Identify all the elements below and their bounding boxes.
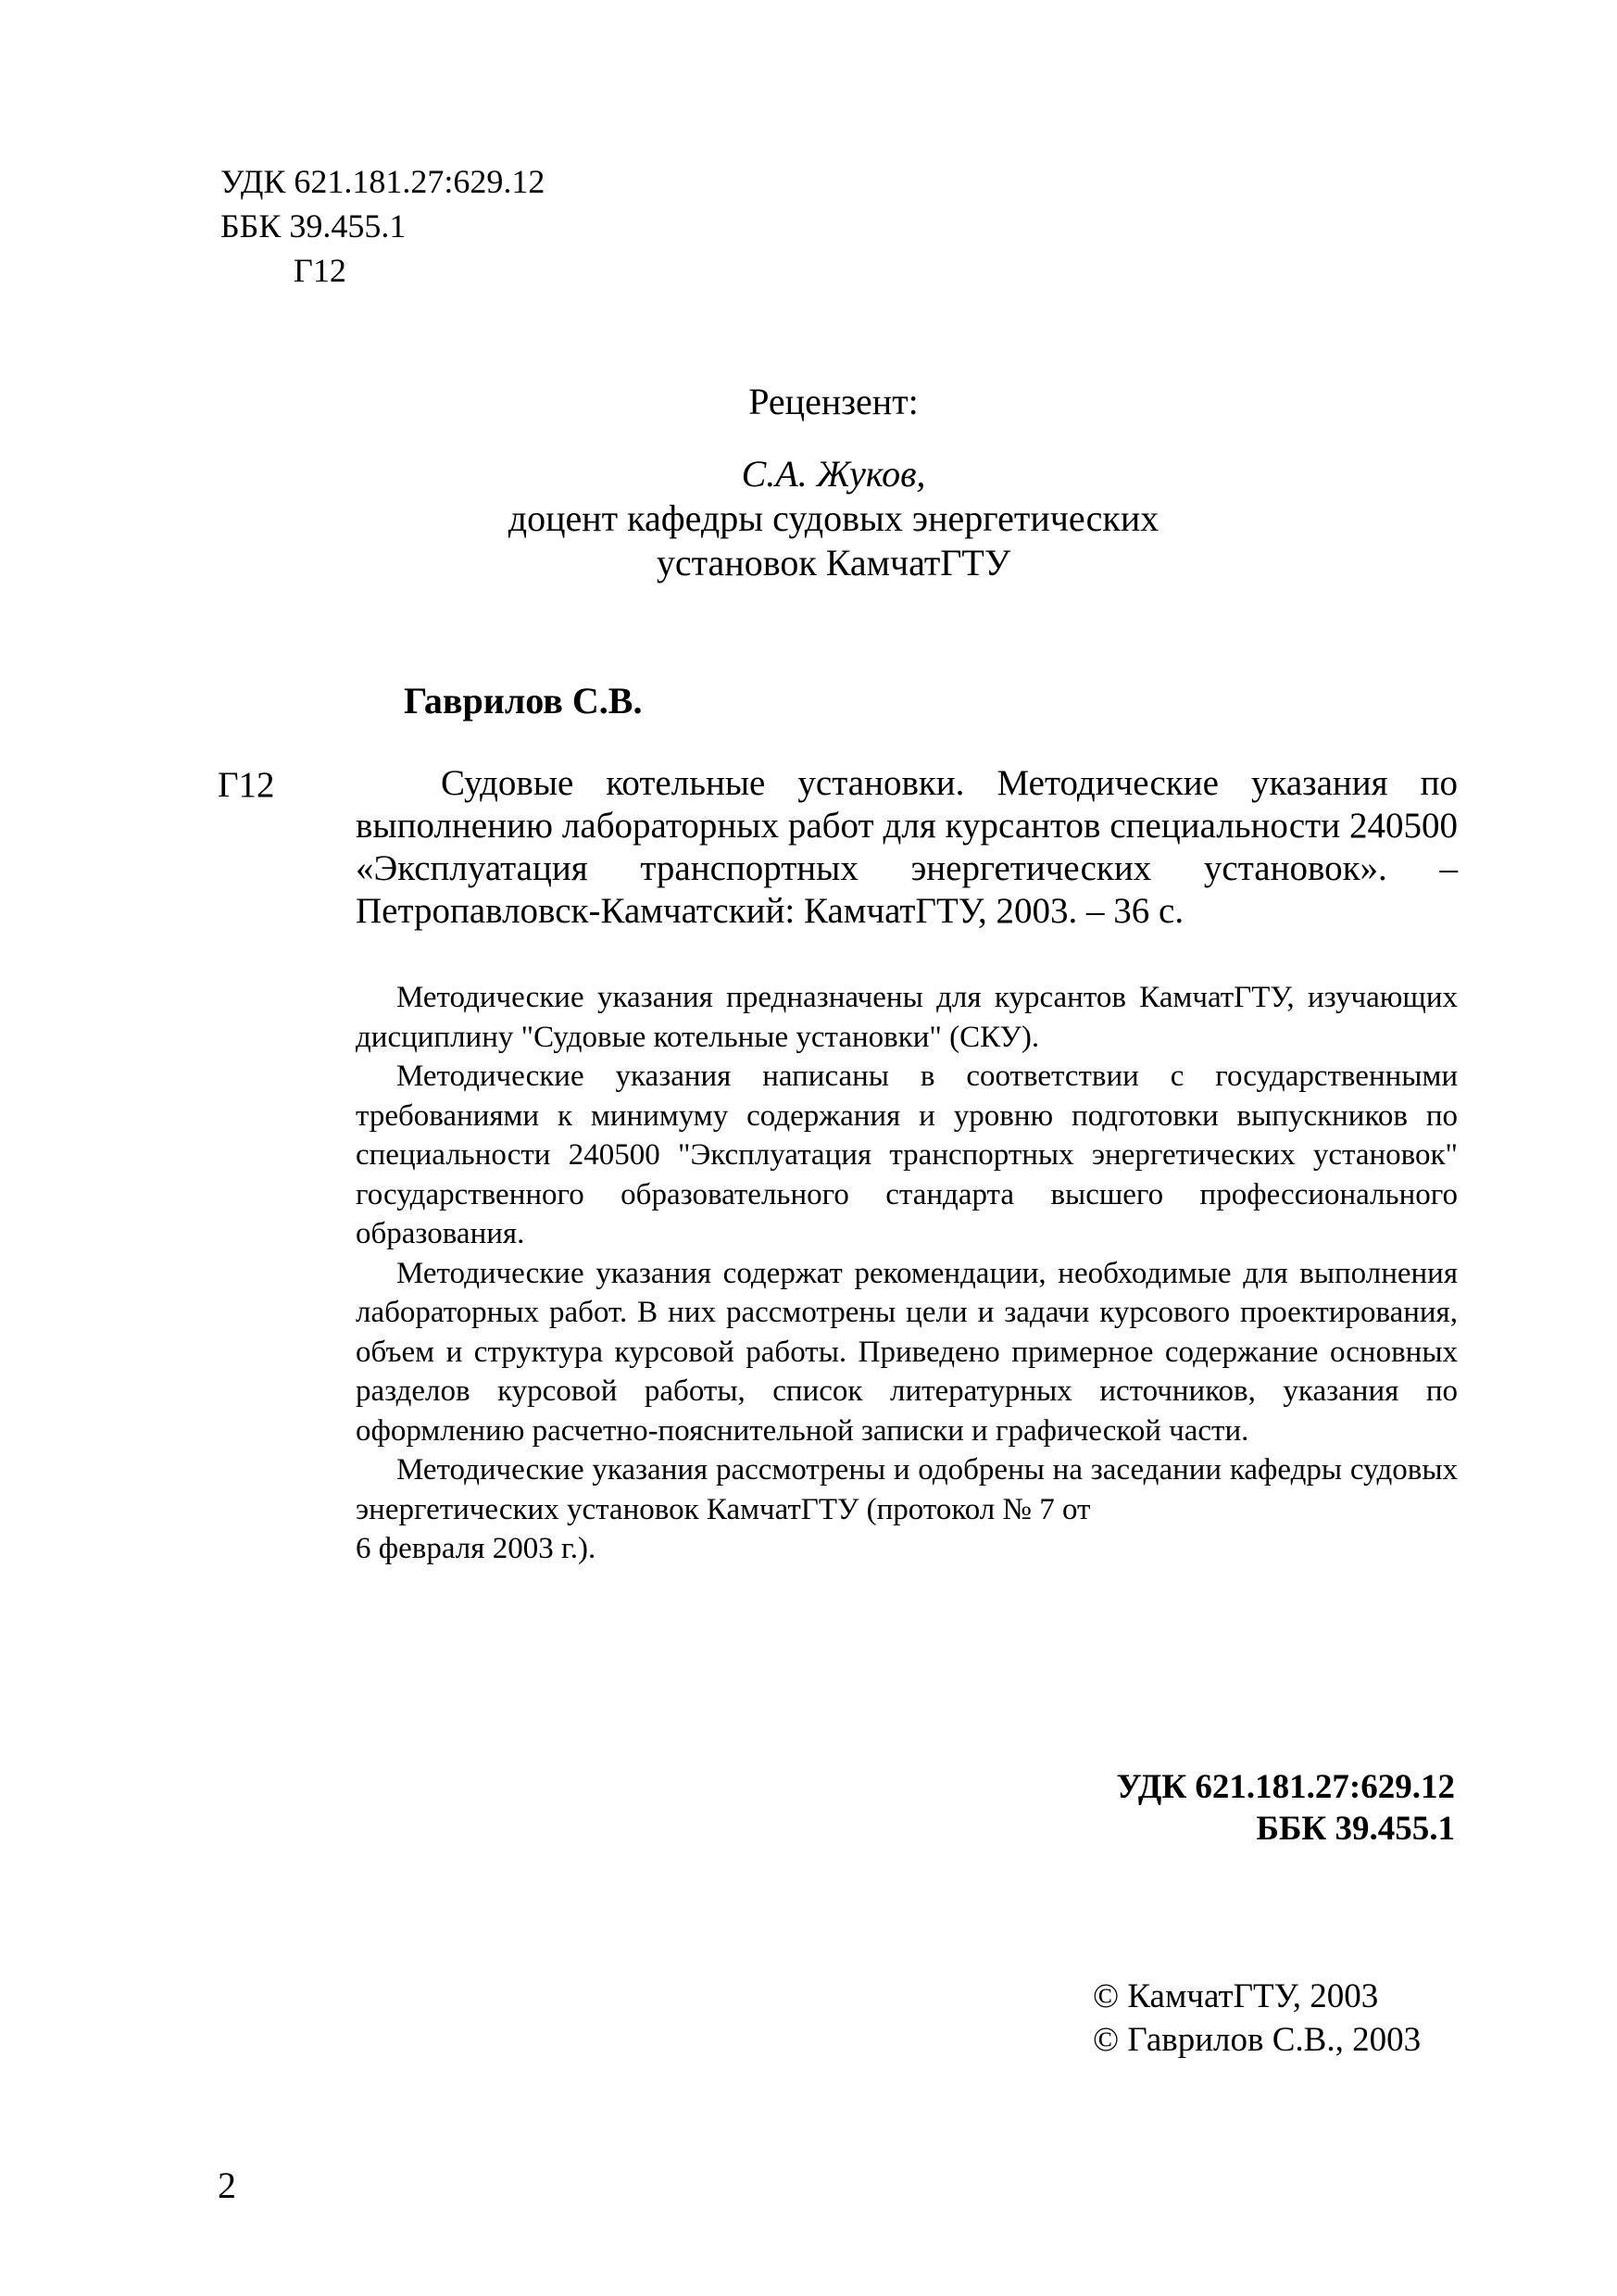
udk-code-bottom: УДК 621.181.27:629.12 bbox=[1116, 1768, 1455, 1806]
annotation-date: 6 февраля 2003 г.). bbox=[356, 1532, 596, 1565]
annotation-paragraph-2: Методические указания написаны в соответствии с государственными требованиями к минимуму содержания и уровню подготовки выпускников по специальности 240500 "Эксплуатация транспортных энергетических установок" государственного образовательного стандарта высшего профессионального образования. bbox=[356, 1060, 1458, 1250]
reviewer-label: Рецензент: bbox=[748, 381, 919, 422]
udk-code-top: УДК 621.181.27:629.12 bbox=[220, 163, 545, 200]
bbk-code-bottom: ББК 39.455.1 bbox=[1256, 1810, 1455, 1848]
reviewer-position-line2: установок КамчатГТУ bbox=[656, 542, 1011, 583]
bbk-code-top: ББК 39.455.1 bbox=[220, 207, 407, 245]
top-classification-codes bbox=[220, 159, 545, 293]
page-number: 2 bbox=[218, 2164, 236, 2206]
annotation-paragraph-3: Методические указания содержат рекомендации, необходимые для выполнения лабораторных работ. В них рассмотрены цели и задачи курсового проектирования, объем и структура курсовой работы. Приведено примерное содержание основных разделов курсовой работы, список литературных источников, указания по оформлению расчетно-пояснительной записки и графической части. bbox=[356, 1256, 1458, 1448]
author-name: Гаврилов С.В. bbox=[404, 680, 643, 721]
copyright-line-2: © Гаврилов С.В., 2003 bbox=[1093, 2021, 1422, 2059]
copyright-block bbox=[1093, 1975, 1421, 2062]
bottom-classification-codes bbox=[926, 1766, 1455, 1850]
annotation bbox=[356, 978, 1458, 1569]
reviewer-block bbox=[389, 380, 1278, 585]
annotation-paragraph-4: Методические указания рассмотрены и одобрены на заседании кафедры судовых энергетических установок КамчатГТУ (протокол № 7 от bbox=[356, 1453, 1458, 1526]
annotation-paragraph-1: Методические указания предназначены для курсантов КамчатГТУ, изучающих дисциплину "Судовые котельные установки" (СКУ). bbox=[356, 981, 1458, 1054]
reviewer-position-line1: доцент кафедры судовых энергетических bbox=[508, 497, 1159, 539]
bibliographic-description: Судовые котельные установки. Методические указания по выполнению лабораторных работ для курсантов специальности 240500 «Эксплуатация транспортных энергетических установок». – Петропавловск-Камчатский: КамчатГТУ, 2003. – 36 с. bbox=[356, 763, 1458, 931]
reviewer-name: С.А. Жуков, bbox=[741, 453, 926, 495]
copyright-line-1: © КамчатГТУ, 2003 bbox=[1093, 1977, 1379, 2015]
bib-author-mark: Г12 bbox=[218, 765, 275, 805]
author-mark-top: Г12 bbox=[294, 252, 346, 289]
